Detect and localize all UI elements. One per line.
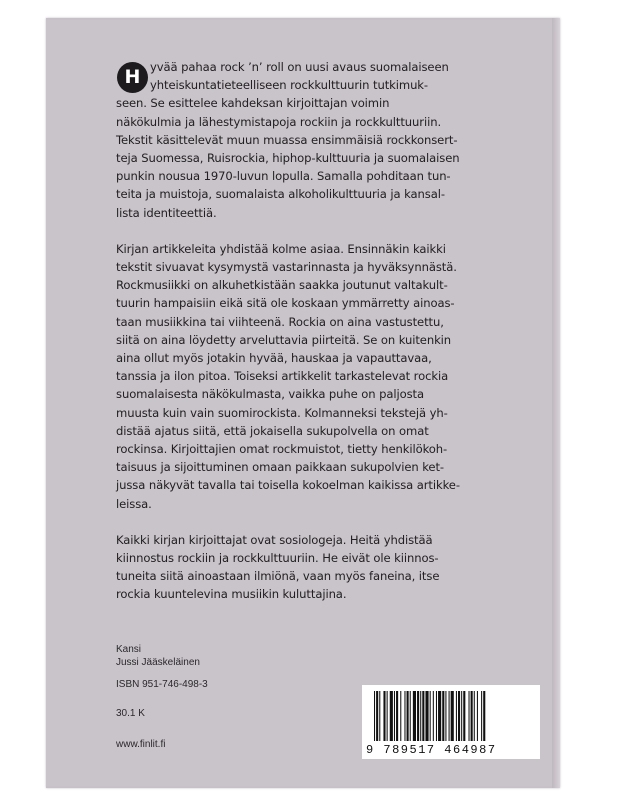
barcode-bar bbox=[430, 691, 431, 741]
barcode-bar bbox=[458, 691, 460, 741]
text-line: distää ajatus siitä, että jokaisella sukupolvella on omat bbox=[116, 423, 429, 438]
text-line: Kirjan artikkeleita yhdistää kolme asiaa. Ensinnäkin kaikki bbox=[116, 241, 446, 256]
barcode-bar bbox=[390, 691, 393, 741]
barcode-bar bbox=[413, 691, 416, 741]
text-line: Kaikki kirjan kirjoittajat ovat sosiologeja. Heitä yhdistää bbox=[116, 532, 433, 547]
text-line: Tekstit käsittelevät muun muassa ensimmäisiä rockkonsert- bbox=[116, 132, 458, 147]
text-line: jussa näkyvät tavalla tai toisella kokoelman kaikissa artikke- bbox=[116, 478, 460, 493]
text-line: tanssia ja ilon pitoa. Toiseksi artikkelit tarkastelevat rockia bbox=[116, 369, 449, 384]
text-line: lista identiteettiä. bbox=[116, 205, 217, 220]
paragraph-2 bbox=[116, 240, 530, 513]
text-line: tuurin hampaisiin eikä sitä ole koskaan ymmärretty ainoas- bbox=[116, 296, 455, 311]
text-line: teita ja muistoja, suomalaista alkoholikulttuuria ja kansal- bbox=[116, 187, 445, 202]
text-line: teja Suomessa, Ruisrockia, hiphop-kulttuuria ja suomalaisen bbox=[116, 151, 460, 166]
barcode-bar bbox=[481, 691, 482, 741]
paragraph-3 bbox=[116, 531, 530, 604]
text-line: näkökulmia ja lähestymistapoja rockiin ja rockkulttuuriin. bbox=[116, 114, 442, 129]
barcode-bar bbox=[474, 691, 475, 741]
barcode-digits: 9 789517 464987 bbox=[366, 743, 497, 757]
text-line: tekstit sivuavat kysymystä vastarinnasta ja hyväksynnästä. bbox=[116, 260, 457, 275]
text-line: yvää pahaa rock ’n’ roll on uusi avaus suomalaiseen bbox=[150, 60, 449, 74]
barcode-bar bbox=[376, 691, 378, 741]
cover-credit bbox=[116, 643, 200, 669]
text-line: kiinnostus rockiin ja rockkulttuuriin. He eivät ole kiinnos- bbox=[116, 551, 439, 566]
text-line: seen. Se esittelee kahdeksan kirjoittajan voimin bbox=[116, 96, 390, 111]
barcode-bar bbox=[379, 691, 380, 741]
barcode-bar bbox=[394, 691, 395, 741]
barcode-bar bbox=[374, 691, 375, 741]
barcode-bar bbox=[410, 691, 411, 741]
barcode-bar bbox=[417, 691, 419, 741]
cover-edge-shadow bbox=[552, 18, 560, 788]
barcode-bar bbox=[396, 691, 398, 741]
barcode-bar bbox=[451, 691, 454, 741]
barcode-bar bbox=[461, 691, 462, 741]
cover-credit-label: Kansi bbox=[116, 644, 142, 655]
barcode-bar bbox=[420, 691, 421, 741]
barcode-bar bbox=[436, 691, 437, 741]
barcode-bar bbox=[407, 691, 409, 741]
text-line: tuneita siitä ainoastaan ilmiönä, vaan myös faneina, itse bbox=[116, 569, 440, 584]
barcode-bar bbox=[445, 691, 446, 741]
text-line: muusta kuin vain suomirockista. Kolmanneksi tekstejä yh- bbox=[116, 405, 448, 420]
barcode-bar bbox=[433, 691, 434, 741]
text-line: taan musiikkina tai viihteenä. Rockia on aina vastustettu, bbox=[116, 314, 444, 329]
text-line: taisuus ja sijoittuminen omaan paikkaan sukupolvien ket- bbox=[116, 460, 444, 475]
barcode-bar bbox=[383, 691, 385, 741]
text-line: leissa. bbox=[116, 496, 152, 511]
cover-designer-name: Jussi Jääskeläinen bbox=[116, 657, 200, 668]
barcode-bar bbox=[471, 691, 473, 741]
text-line: yhteiskuntatieteelliseen rockkulttuurin tutkimuk- bbox=[150, 78, 429, 93]
text-line: Rockmusiikki on alkuhetkistään saakka joutunut valtakult- bbox=[116, 278, 448, 293]
text-line: punkin nousua 1970-luvun lopulla. Samalla pohditaan tun- bbox=[116, 169, 451, 184]
price-code: 30.1 K bbox=[116, 708, 145, 719]
barcode-bar bbox=[404, 691, 405, 741]
text-line: aina ollut myös jotakin hyvää, hauskaa ja vapauttavaa, bbox=[116, 351, 432, 366]
barcode-bar bbox=[449, 691, 450, 741]
text-line: suomalaisesta näkökulmasta, vaikka puhe on paljosta bbox=[116, 387, 424, 402]
barcode-bar bbox=[400, 691, 401, 741]
barcode-bar bbox=[425, 691, 428, 741]
barcode-bar bbox=[483, 691, 485, 741]
barcode-bar bbox=[463, 691, 465, 741]
barcode-bar bbox=[438, 691, 441, 741]
barcode-bar bbox=[387, 691, 388, 741]
text-line: siitä on aina löydetty arveluttavia piirteitä. Se on kuitenkin bbox=[116, 332, 452, 347]
barcode-bar bbox=[422, 691, 424, 741]
text-line: rockia kuuntelevina musiikin kuluttajina. bbox=[116, 587, 347, 602]
paragraph-1 bbox=[116, 58, 530, 222]
text-line: rockinsa. Kirjoittajien omat rockmuistot, tietty henkilökoh- bbox=[116, 442, 448, 457]
barcode-bar bbox=[477, 691, 478, 741]
isbn-text: ISBN 951-746-498-3 bbox=[116, 679, 208, 690]
blurb-text bbox=[116, 58, 530, 622]
barcode-bar bbox=[442, 691, 444, 741]
website-link[interactable]: www.finlit.fi bbox=[116, 739, 166, 750]
isbn-barcode bbox=[362, 685, 540, 759]
dropcap-letter: H bbox=[124, 66, 141, 88]
barcode-bar bbox=[456, 691, 457, 741]
barcode-bars-icon bbox=[374, 691, 528, 743]
barcode-bar bbox=[469, 691, 470, 741]
